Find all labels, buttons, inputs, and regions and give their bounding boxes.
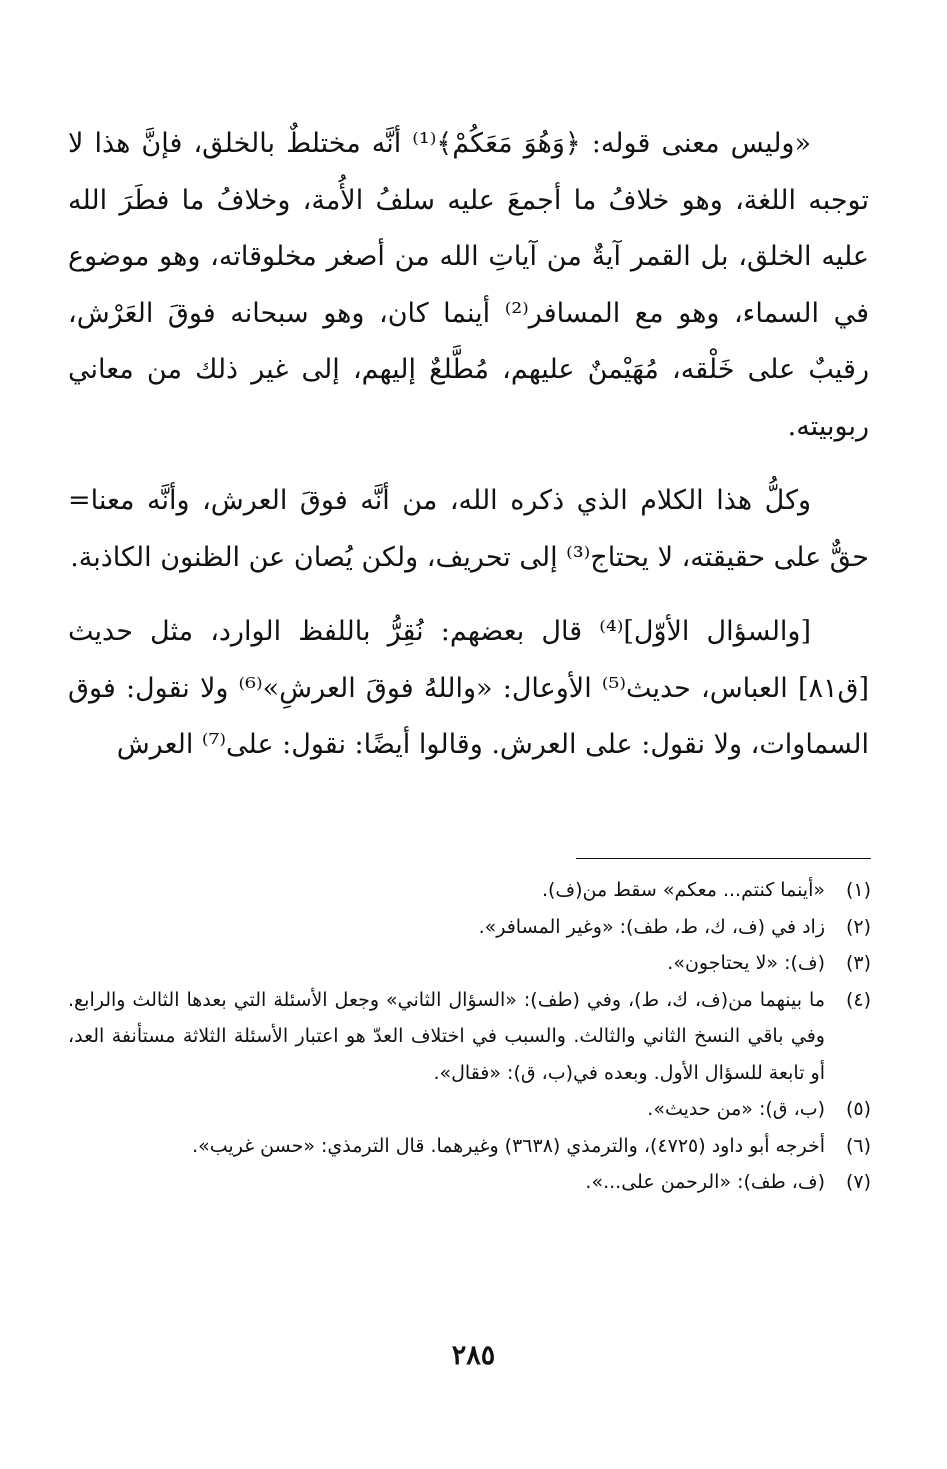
footnote-number: (٦) xyxy=(845,1134,871,1157)
footnote-number: (٢) xyxy=(845,915,871,938)
footnote-text: (ب، ق): «من حديث». xyxy=(647,1098,825,1120)
footnote-text: (ف): «لا يحتاجون». xyxy=(667,952,825,974)
footnote-text: ما بينهما من(ف، ك، ط)، وفي (طف): «السؤال الثاني» وجعل الأسئلة التي بعدها الثالث والرابع. وفي باقي النسخ الثاني والثالث. والسبب في اختلاف العدّ هو اعتبار الأسئلة الثلاثة مستأنفة العد، أو تابعة للسؤال الأول. وبعده في(ب، ق): «فقال». xyxy=(68,988,825,1084)
footnote-separator xyxy=(576,858,871,859)
footnote-text: (ف، طف): «الرحمن على...». xyxy=(585,1171,825,1193)
paragraph-1: «وليس معنى قوله: ﴿وَهُوَ مَعَكُمْ﴾⁽¹⁾ أنَّه مختلطٌ بالخلق، فإنَّ هذا لا توجبه اللغة، وهو خلافُ ما أجمعَ عليه سلفُ الأُمة، وخلافُ ما فطَرَ الله عليه الخلق، بل القمر آيةٌ من آياتِ الله من أصغر مخلوقاته، وهو موضوع في السماء، وهو مع المسافر⁽²⁾ أينما كان، وهو سبحانه فوقَ العَرْش، رقيبٌ على خَلْقه، مُهَيْمنٌ عليهم، مُطَّلعٌ إليهم، إلى غير ذلك من معاني ربوبيته. xyxy=(68,128,869,442)
footnote-3 xyxy=(68,945,871,982)
footnote-2 xyxy=(68,909,871,946)
footnote-number: (٧) xyxy=(845,1171,871,1193)
paragraph-3: [والسؤال الأوّل]⁽⁴⁾ قال بعضهم: نُقِرُّ باللفظ الوارد، مثل حديث [ق٨١] العباس، حديث⁽⁵⁾ الأوعال: «واللهُ فوقَ العرشِ»⁽⁶⁾ ولا نقول: فوق السماوات، ولا نقول: على العرش. وقالوا أيضًا: نقول: على⁽⁷⁾ العرش xyxy=(68,616,869,760)
footnote-text: «أينما كنتم... معكم» سقط من(ف). xyxy=(541,879,825,901)
footnote-number: (١) xyxy=(845,879,871,901)
footnotes-section xyxy=(68,872,871,1201)
footnote-6 xyxy=(68,1128,871,1165)
page-number: ٢٨٥ xyxy=(451,1340,496,1371)
footnote-1 xyxy=(68,872,871,909)
footnote-number: (٣) xyxy=(845,952,871,974)
footnote-number: (٥) xyxy=(845,1098,871,1120)
footnote-4 xyxy=(68,982,871,1092)
paragraph-2: وكلُّ هذا الكلام الذي ذكره الله، من أنَّه فوقَ العرش، وأنَّه معنا= حقٌّ على حقيقته، لا يحتاج⁽³⁾ إلى تحريف، ولكن يُصان عن الظنون الكاذبة. xyxy=(68,485,869,573)
footnote-number: (٤) xyxy=(845,988,871,1011)
footnote-7 xyxy=(68,1164,871,1201)
footnote-5 xyxy=(68,1091,871,1128)
main-text-body xyxy=(68,116,869,792)
footnote-text: أخرجه أبو داود (٤٧٢٥)، والترمذي (٣٦٣٨) وغيرهما. قال الترمذي: «حسن غريب». xyxy=(192,1134,825,1157)
footnote-text: زاد في (ف، ك، ط، طف): «وغير المسافر». xyxy=(478,915,825,938)
